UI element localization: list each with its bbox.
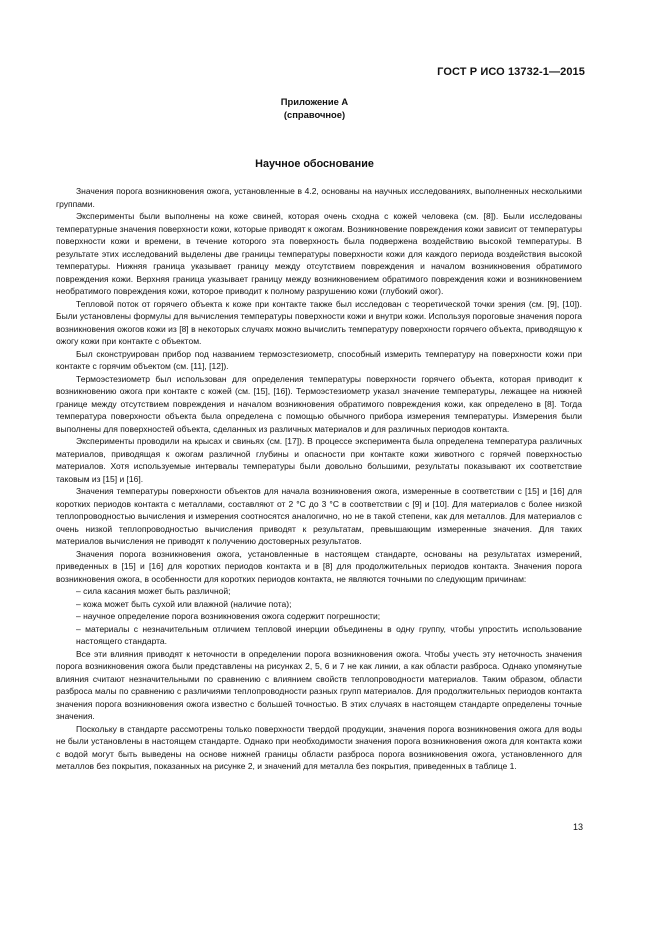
reasons-list xyxy=(56,585,582,648)
paragraph: Тепловой поток от горячего объекта к коже при контакте также был исследован с теоретической точки зрения (см. [9], [10]). Были установлены формулы для вычисления температуры поверхности кожи и внутри кожи. Используя пороговые значения порога возникновения ожогов кожи из [8] в некоторых случаях можно вычислить температуру поверхности горячего объекта, приводящую к ожогу кожи при контакте с объектом. xyxy=(56,298,582,346)
paragraph: Термоэстезиометр был использован для определения температуры поверхности горячего объекта, которая приводит к возникновению ожога при контакте с кожей (см. [15], [16]). Термоэстезиометр указал значение температуры, лежащее на нижней границе между отсутствием повреждения и началом возникновения обратимого повреждения кожи, как определено в [8]. Тогда температура поверхности объекта была определена с помощью обычного прибора измерения температуры. Измерения были выполнены для поверхностей объекта, сделанных из различных материалов и для различных периодов контакта. xyxy=(56,373,582,434)
paragraph: Значения температуры поверхности объектов для начала возникновения ожога, измеренные в соответствии с [15] и [16] для коротких периодов контакта с металлами, составляют от 2 °С до 3 °С в соответствии с [9] и [10]. Для материалов с более низкой теплопроводностью вычисления и измерения соотносятся аналогично, но не в такой степени, как для металлов. Для материалов с очень низкой теплопроводностью вычисления приводят к результатам, превышающим измеренные значения. Для таких материалов вычисления не приводят к получению достоверных результатов. xyxy=(56,486,582,546)
paragraph: Поскольку в стандарте рассмотрены только поверхности твердой продукции, значения порога возникновения ожога для воды не были установлены в настоящем стандарте. Однако при необходимости значения порога возникновения ожога для контакта кожи с водой могут быть выведены на основе нижней границы области разброса порога возникновения ожога, установленного для металлов без покрытия, показанных на рисунке 2, и значений для металла без покрытия, приведенных в таблице 1. xyxy=(56,723,582,771)
reason-item: – материалы с незначительным отличием тепловой инерции объединены в одну группу, чтобы упростить использование настоящего стандарта. xyxy=(76,623,582,646)
paragraph: Все эти влияния приводят к неточности в определении порога возникновения ожога. Чтобы учесть эту неточность значения порога возникновения ожога были представлены на рисунках 2, 5, 6 и 7 не как линии, а как области разброса. Однако упомянутые влияния считают незначительными по сравнению с влиянием свойств теплопроводности материалов. Таким образом, области разброса малы по сравнению с различиями теплопроводности разных групп материалов. Для продолжительных периодов контакта значения порога возникновения ожога известно с большей точностью. В этих случаях в настоящем стандарте определены точные значения. xyxy=(56,648,582,721)
body-text xyxy=(56,185,582,773)
paragraph: Был сконструирован прибор под названием термоэстезиометр, способный измерить температуру на поверхности кожи при контакте с горячим объектом (см. [11], [12]). xyxy=(56,348,582,371)
paragraph: Значения порога возникновения ожога, установленные в 4.2, основаны на научных исследованиях, выполненных несколькими группами. xyxy=(56,186,582,209)
paragraph: Значения порога возникновения ожога, установленные в настоящем стандарте, основаны на результатах измерений, приведенных в [15] и [16] для коротких периодов контакта и в [8] для продолжительных периодов контакта. Значения порога возникновения ожога, в особенности для коротких периодов контакта, не являются точными по следующим причинам: xyxy=(56,548,582,584)
reason-item: – сила касания может быть различной; xyxy=(76,586,231,596)
reason-item: – научное определение порога возникновения ожога содержит погрешности; xyxy=(76,611,381,621)
section-title: Научное обоснование xyxy=(255,158,374,170)
standard-header: ГОСТ Р ИСО 13732-1—2015 xyxy=(437,66,585,78)
reason-item: – кожа может быть сухой или влажной (наличие пота); xyxy=(76,598,292,609)
annex-subtitle: (справочное) xyxy=(283,109,346,120)
paragraph: Эксперименты проводили на крысах и свиньях (см. [17]). В процессе эксперимента была определена температура различных материалов, приводящая к ожогам различной глубины и опасности при контакте кожи животного с горячей поверхностью материалов. Хотя используемые интервалы температуры были довольно большими, результаты показывают их соответствие таковым из [15] и [16]. xyxy=(56,436,582,484)
annex-title: Приложение А xyxy=(280,96,349,107)
annex-heading xyxy=(0,95,629,121)
paragraph: Эксперименты были выполнены на коже свиней, которая очень сходна с кожей человека (см. [8]). Были исследованы температурные значения поверхности кожи, которые приводят к ожогам. Возникновение повреждения кожи зависит от температуры поверхности кожи и времени, в течение которого эта поверхность была подвержена воздействию высокой температуры. В результате этих исследований выделены две границы температуры поверхности кожи для каждого периода воздействия высокой температуры. Нижняя граница указывает границу между отсутствием повреждения и началом возникновения обратимого повреждения кожи. Верхняя граница указывает границу между возникновением обратимого повреждения кожи и возникновением необратимого повреждения кожи, которое приводит к полному разрушению кожи (глубокий ожог). xyxy=(56,211,582,296)
page-number: 13 xyxy=(572,822,583,832)
